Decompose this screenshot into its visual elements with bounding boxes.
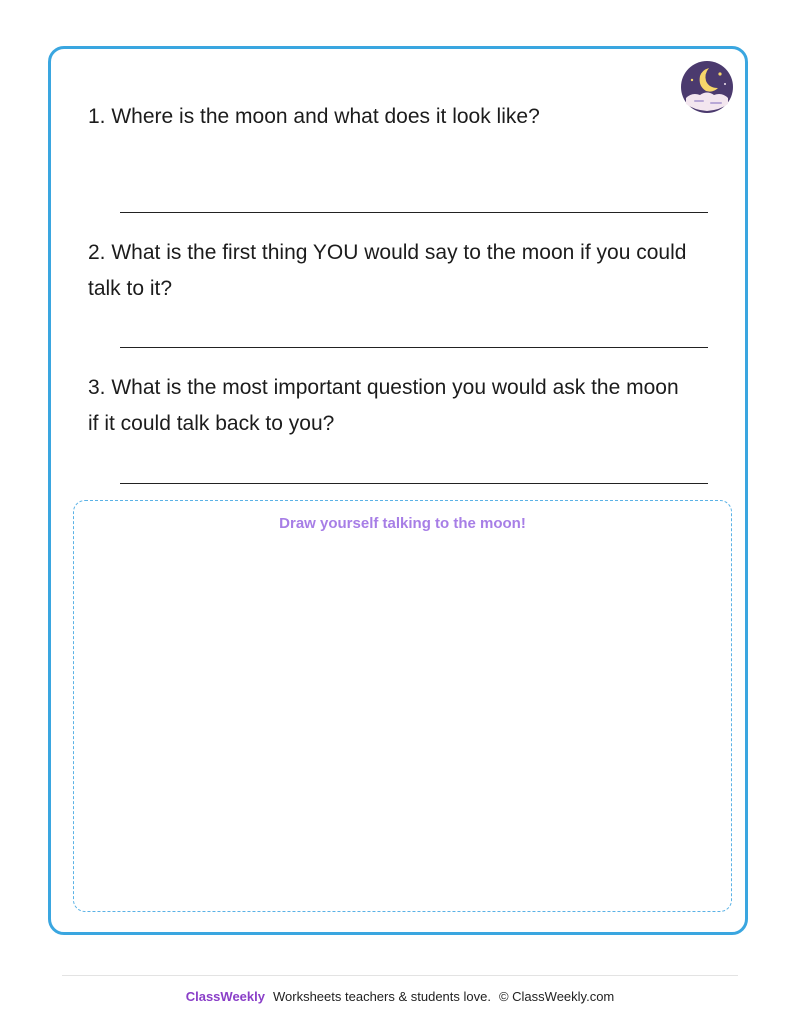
footer-tagline: Worksheets teachers & students love. <box>272 989 491 1004</box>
footer-divider <box>62 975 738 976</box>
drawing-area[interactable] <box>73 500 732 912</box>
question-1: 1. Where is the moon and what does it look like? <box>88 105 540 128</box>
question-2: 2. What is the first thing YOU would say to the moon if you could talk to it? <box>88 241 687 300</box>
question-3: 3. What is the most important question you would ask the moon if it could talk back to you? <box>88 376 679 435</box>
answer-line-2[interactable] <box>120 347 708 348</box>
answer-line-1[interactable] <box>120 212 708 213</box>
crescent-moon-icon <box>680 60 734 114</box>
footer <box>0 989 800 1004</box>
footer-copyright: © ClassWeekly.com <box>498 989 615 1004</box>
footer-brand: ClassWeekly <box>185 989 265 1004</box>
drawing-prompt: Draw yourself talking to the moon! <box>279 515 526 532</box>
answer-line-3[interactable] <box>120 483 708 484</box>
